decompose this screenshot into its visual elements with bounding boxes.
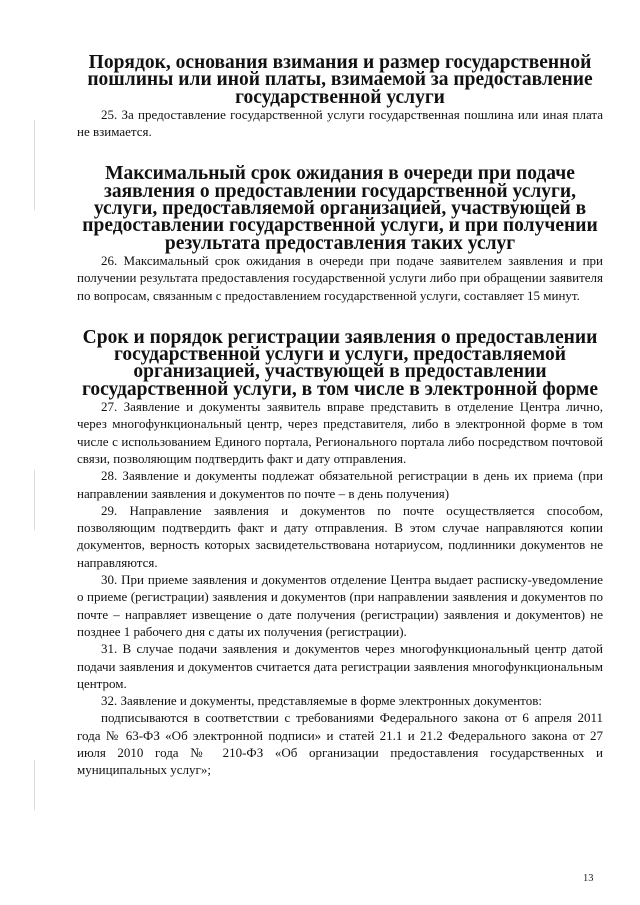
- scan-edge-mark: [34, 760, 35, 810]
- section-heading-registration: Срок и порядок регистрации заявления о предоставлении государственной услуги и услуги, предоставляемой организацией, участвующей в предоставлении государственной услуги, в том числе в электронной форме: [82, 326, 598, 400]
- paragraph-29: 29. Направление заявления и документов по почте осуществляется способом, позволяющим подтвердить факт и дату отправления. В этом случае направляются копии документов, верность которых засвидетельствована нотариусом, подлинники документов не направляются.: [77, 502, 603, 570]
- paragraph-25: 25. За предоставление государственной услуги государственная пошлина или иная плата не взимается.: [77, 106, 603, 140]
- paragraph-31: 31. В случае подачи заявления и документов через многофункциональный центр датой подачи заявления и документов считается дата регистрации заявления многофункциональным центром.: [77, 641, 603, 691]
- scan-edge-mark: [34, 470, 35, 530]
- paragraph-30: 30. При приеме заявления и документов отделение Центра выдает расписку-уведомление о приеме (регистрации) заявления и документов (при направлении заявления и документов по почте – направляет извещение о дате получения (регистрации) заявления и документов) не позднее 1 рабочего дня с даты их получения (регистрации).: [77, 572, 603, 639]
- paragraph-26: 26. Максимальный срок ожидания в очереди при подаче заявителем заявления и при получении результата предоставления государственной услуги либо при обращении заявителя по вопросам, связанным с предоставлением государственной услуги, составляет 15 минут.: [77, 252, 603, 303]
- paragraph-32: 32. Заявление и документы, представляемые в форме электронных документов:: [101, 693, 542, 709]
- paragraph-32-signature: подписываются в соответствии с требованиями Федерального закона от 6 апреля 2011 года № 63-ФЗ «Об электронной подписи» и статей 21.1 и 21.2 Федерального закона от 27 июля 2010 года № 210-ФЗ «Об организации предоставления государственных и муниципальных услуг»;: [77, 710, 603, 778]
- paragraph-28: 28. Заявление и документы подлежат обязательной регистрации в день их приема (при направлении заявления и документов по почте – в день получения): [77, 468, 603, 501]
- paragraph-27: 27. Заявление и документы заявитель вправе представить в отделение Центра лично, через многофункциональный центр, через представителя, либо в электронной форме в том числе с использованием Единого портала, Регионального портала либо посредством почтовой связи, позволяющим подтвердить факт и дату отправления.: [77, 399, 603, 466]
- page-number: 13: [583, 873, 594, 884]
- section-heading-queue-time: Максимальный срок ожидания в очереди при подаче заявления о предоставлении государственной услуги, услуги, предоставляемой организацией, участвующей в предоставлении государственной услуги, и при получении результата предоставления таких услуг: [82, 163, 598, 254]
- scan-edge-mark: [34, 120, 35, 210]
- section-heading-fee: Порядок, основания взимания и размер государственной пошлины или иной платы, взимаемой за предоставление государственной услуги: [87, 52, 593, 108]
- page-content: [77, 54, 603, 779]
